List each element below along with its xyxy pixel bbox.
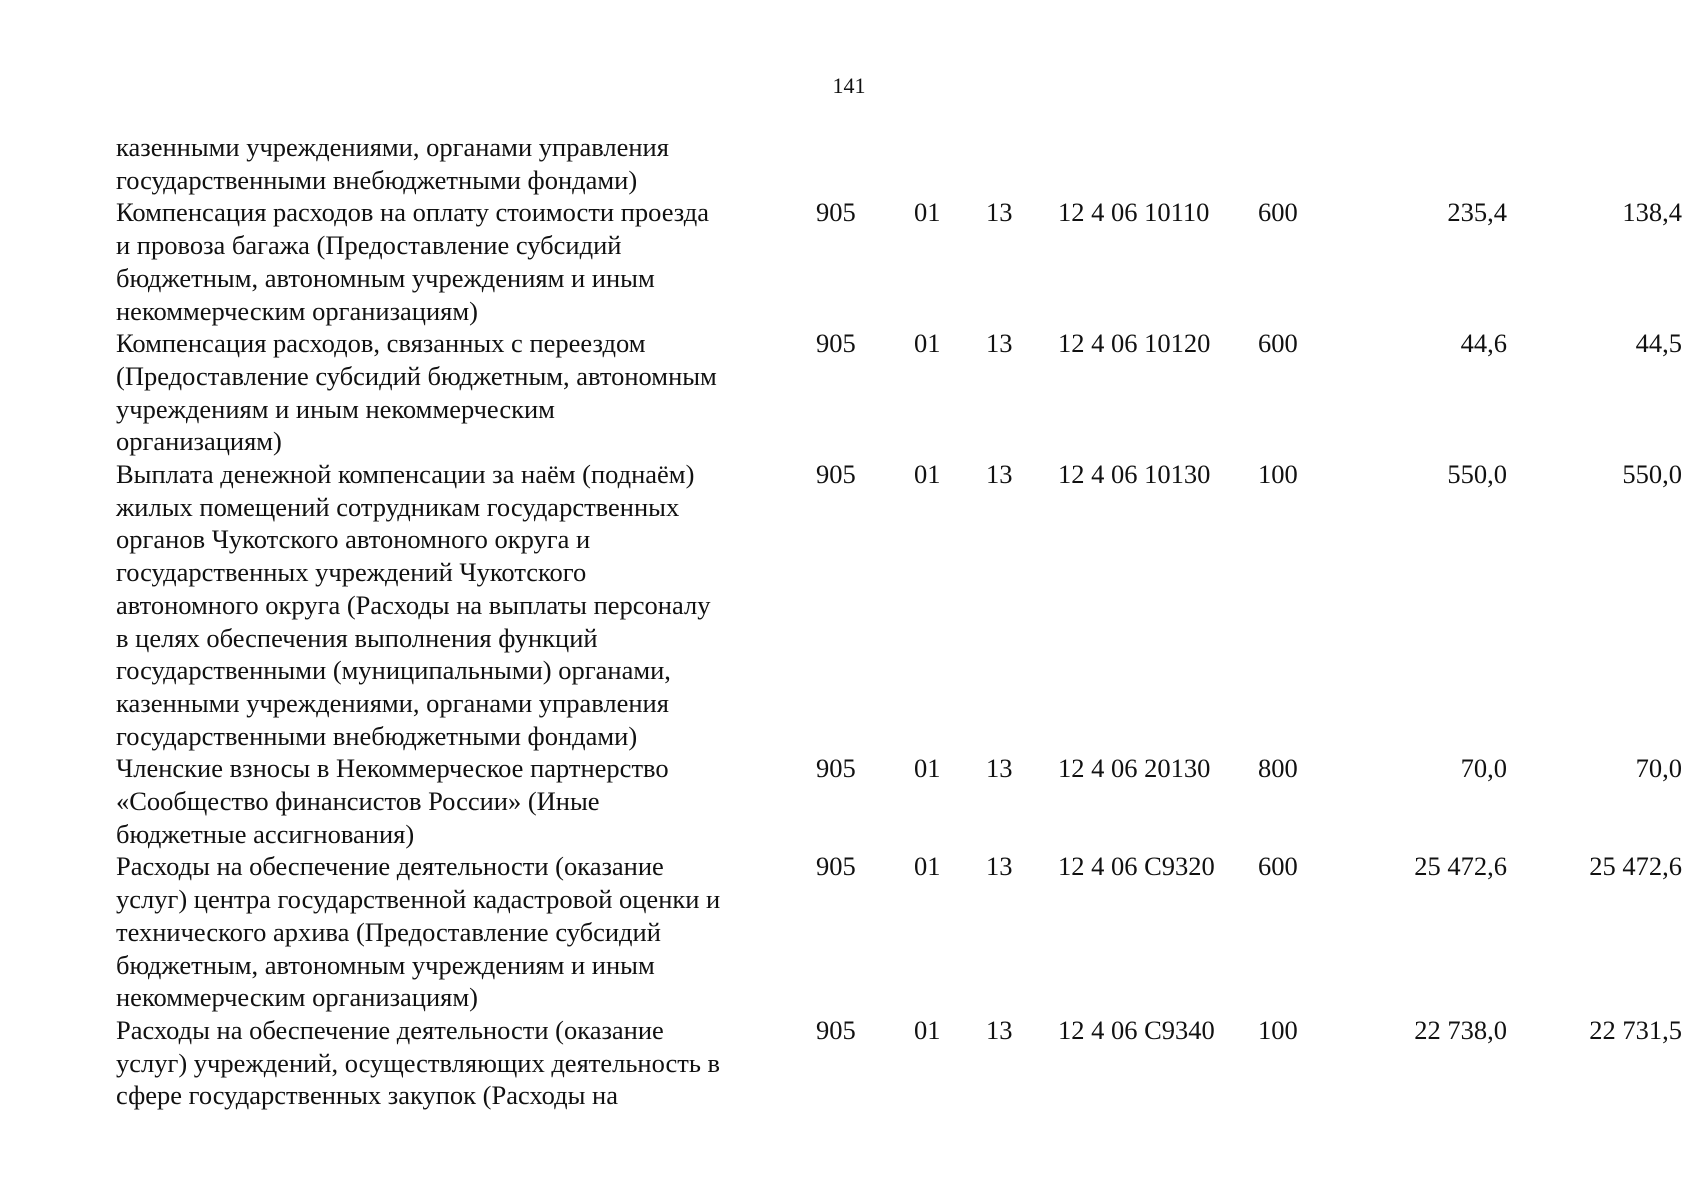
section-code: 01 bbox=[914, 753, 941, 784]
section-code bbox=[914, 131, 986, 196]
row-name-line: услуг) учреждений, осуществляющих деятельность в bbox=[116, 1047, 721, 1078]
amount-year-2: 70,0 bbox=[1635, 753, 1682, 784]
row-name bbox=[116, 131, 796, 196]
row-name-line: и провоза багажа (Предоставление субсидий bbox=[116, 230, 622, 261]
row-name-line: государственными (муниципальными) органами, bbox=[116, 655, 671, 686]
row-name-line: бюджетным, автономным учреждениям и иным bbox=[116, 949, 655, 980]
amount-year-2: 550,0 bbox=[1622, 459, 1682, 490]
row-name-line: бюджетные ассигнования) bbox=[116, 818, 415, 849]
row-name-line: сфере государственных закупок (Расходы на bbox=[116, 1080, 618, 1111]
row-name-line: Расходы на обеспечение деятельности (оказание bbox=[116, 851, 664, 882]
row-name-line: некоммерческим организациям) bbox=[116, 295, 478, 326]
amount-year-1: 550,0 bbox=[1447, 459, 1507, 490]
table-row bbox=[116, 1014, 1682, 1112]
table-row bbox=[116, 196, 1682, 327]
row-name-line: бюджетным, автономным учреждениям и иным bbox=[116, 262, 655, 293]
row-name-line: казенными учреждениями, органами управления bbox=[116, 132, 669, 162]
row-name-line: казенными учреждениями, органами управления bbox=[116, 687, 669, 718]
table-row bbox=[116, 458, 1682, 752]
row-name bbox=[116, 850, 796, 1014]
target-article-code bbox=[1058, 131, 1258, 196]
target-article-code: 12 4 06 10120 bbox=[1058, 328, 1211, 359]
row-name-line: «Сообщество финансистов России» (Иные bbox=[116, 786, 600, 817]
row-name-line: Компенсация расходов на оплату стоимости проезда bbox=[116, 197, 710, 228]
subsection-code: 13 bbox=[986, 1014, 1013, 1045]
subsection-code: 13 bbox=[986, 459, 1013, 490]
amount-year-2: 25 472,6 bbox=[1589, 851, 1682, 882]
ministry-code: 905 bbox=[816, 459, 856, 490]
section-code: 01 bbox=[914, 851, 941, 882]
target-article-code: 12 4 06 С9340 bbox=[1058, 1014, 1215, 1045]
row-name-line: технического архива (Предоставление субсидий bbox=[116, 916, 661, 947]
section-code: 01 bbox=[914, 1014, 941, 1045]
row-name bbox=[116, 327, 796, 458]
row-name-line: государственных учреждений Чукотского bbox=[116, 557, 587, 588]
amount-year-2: 138,4 bbox=[1622, 197, 1682, 228]
amount-year-2: 22 731,5 bbox=[1589, 1014, 1682, 1045]
row-name-line: жилых помещений сотрудникам государственных bbox=[116, 491, 680, 522]
target-article-code: 12 4 06 10130 bbox=[1058, 459, 1211, 490]
amount-year-1: 44,6 bbox=[1460, 328, 1507, 359]
row-name-line: Членские взносы в Некоммерческое партнерство bbox=[116, 753, 669, 784]
budget-table bbox=[116, 131, 1682, 1112]
section-code: 01 bbox=[914, 328, 941, 359]
expense-kind-code: 100 bbox=[1258, 1014, 1298, 1045]
ministry-code: 905 bbox=[816, 197, 856, 228]
table-row bbox=[116, 752, 1682, 850]
row-name-line: Компенсация расходов, связанных с переездом bbox=[116, 328, 646, 359]
row-name-line: некоммерческим организациям) bbox=[116, 982, 478, 1013]
row-name-line: Выплата денежной компенсации за наём (поднаём) bbox=[116, 459, 695, 490]
table-body bbox=[116, 131, 1682, 1112]
row-name-line: Расходы на обеспечение деятельности (оказание bbox=[116, 1014, 664, 1045]
ministry-code: 905 bbox=[816, 1014, 856, 1045]
expense-kind-code: 600 bbox=[1258, 851, 1298, 882]
row-name-line: (Предоставление субсидий бюджетным, автономным bbox=[116, 360, 717, 391]
target-article-code: 12 4 06 С9320 bbox=[1058, 851, 1215, 882]
ministry-code: 905 bbox=[816, 328, 856, 359]
expense-kind-code: 800 bbox=[1258, 753, 1298, 784]
expense-kind-code: 100 bbox=[1258, 459, 1298, 490]
row-name-line: органов Чукотского автономного округа и bbox=[116, 524, 591, 555]
subsection-code: 13 bbox=[986, 197, 1013, 228]
row-name-line: в целях обеспечения выполнения функций bbox=[116, 622, 598, 653]
amount-year-1 bbox=[1356, 131, 1507, 196]
row-name-line: учреждениям и иным некоммерческим bbox=[116, 393, 555, 424]
table-row bbox=[116, 131, 1682, 196]
ministry-code bbox=[796, 131, 914, 196]
row-name bbox=[116, 196, 796, 327]
amount-year-2: 44,5 bbox=[1635, 328, 1682, 359]
expense-kind-code: 600 bbox=[1258, 328, 1298, 359]
expense-kind-code bbox=[1258, 131, 1356, 196]
target-article-code: 12 4 06 20130 bbox=[1058, 753, 1211, 784]
row-name bbox=[116, 458, 796, 752]
subsection-code: 13 bbox=[986, 753, 1013, 784]
row-name-line: услуг) центра государственной кадастровой оценки и bbox=[116, 884, 721, 915]
amount-year-1: 25 472,6 bbox=[1414, 851, 1507, 882]
subsection-code bbox=[986, 131, 1058, 196]
amount-year-1: 22 738,0 bbox=[1414, 1014, 1507, 1045]
subsection-code: 13 bbox=[986, 851, 1013, 882]
row-name-line: государственными внебюджетными фондами) bbox=[116, 164, 638, 195]
table-row bbox=[116, 850, 1682, 1014]
row-name-line: организациям) bbox=[116, 426, 282, 457]
section-code: 01 bbox=[914, 459, 941, 490]
row-name bbox=[116, 1014, 796, 1112]
table-row bbox=[116, 327, 1682, 458]
amount-year-1: 235,4 bbox=[1447, 197, 1507, 228]
amount-year-1: 70,0 bbox=[1460, 753, 1507, 784]
row-name bbox=[116, 752, 796, 850]
target-article-code: 12 4 06 10110 bbox=[1058, 197, 1210, 228]
subsection-code: 13 bbox=[986, 328, 1013, 359]
page-number: 141 bbox=[832, 73, 866, 98]
expense-kind-code: 600 bbox=[1258, 197, 1298, 228]
amount-year-2 bbox=[1507, 131, 1682, 196]
row-name-line: государственными внебюджетными фондами) bbox=[116, 720, 638, 751]
section-code: 01 bbox=[914, 197, 941, 228]
ministry-code: 905 bbox=[816, 753, 856, 784]
ministry-code: 905 bbox=[816, 851, 856, 882]
row-name-line: автономного округа (Расходы на выплаты персоналу bbox=[116, 589, 711, 620]
